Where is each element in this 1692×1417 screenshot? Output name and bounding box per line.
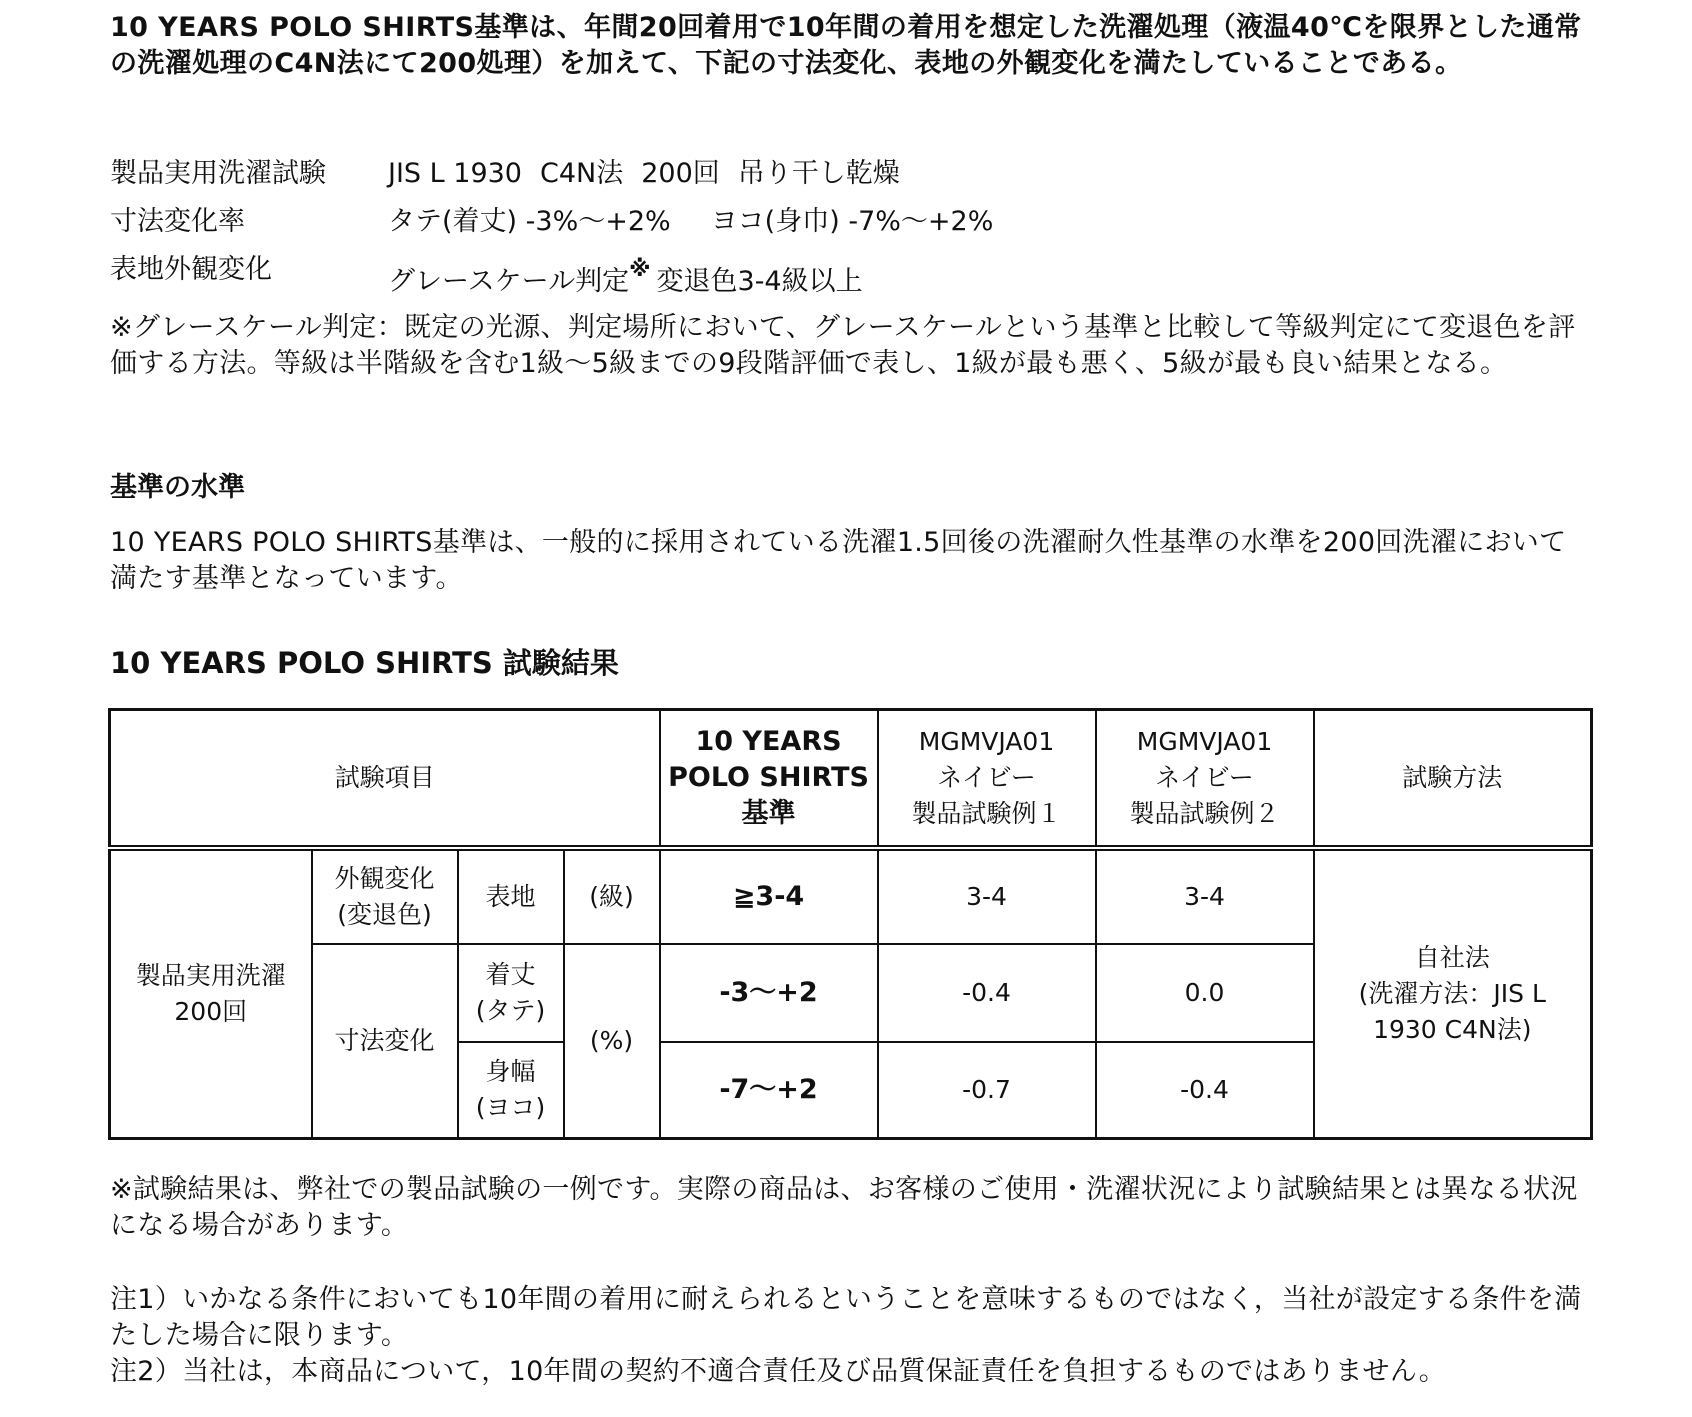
header-test-item: 試験項目 xyxy=(110,710,660,849)
cell-length-standard: -3～+2 xyxy=(660,944,878,1042)
header-test-method: 試験方法 xyxy=(1314,710,1592,849)
length-line1: 着丈 xyxy=(485,960,536,989)
spec-value-wash xyxy=(388,156,900,192)
header-ex1-line1: MGMVJA01 xyxy=(918,727,1055,756)
cell-width xyxy=(458,1042,564,1138)
cell-percent-unit: (%) xyxy=(564,944,660,1138)
cell-grade-unit: (級) xyxy=(564,848,660,944)
results-table xyxy=(108,708,1593,1140)
cell-length xyxy=(458,944,564,1042)
spec-label-appearance: 表地外観変化 xyxy=(110,254,272,285)
footnote-mark: ※ xyxy=(629,257,651,282)
cell-width-ex1: -0.7 xyxy=(878,1042,1096,1138)
width-line2: (ヨコ) xyxy=(475,1092,546,1122)
cell-length-ex2: 0.0 xyxy=(1096,944,1314,1042)
header-example-2 xyxy=(1096,710,1314,849)
spec-label-wash: 製品実用洗濯試験 xyxy=(110,158,326,189)
header-standard-line2: POLO SHIRTS xyxy=(668,762,869,793)
cell-method xyxy=(1314,848,1592,1138)
header-ex1-line3: 製品試験例１ xyxy=(911,799,1062,828)
note-2: 注2）当社は，本商品について，10年間の契約不適合責任及び品質保証責任を負担するものではありません。 xyxy=(110,1356,1447,1387)
header-example-1 xyxy=(878,710,1096,849)
cell-grade-ex2: 3-4 xyxy=(1096,848,1314,944)
cell-length-ex1: -0.4 xyxy=(878,944,1096,1042)
header-standard-line3: 基準 xyxy=(741,798,796,829)
wash-method: JIS L 1930 xyxy=(388,158,522,189)
cell-dimension: 寸法変化 xyxy=(312,944,458,1138)
cell-width-ex2: -0.4 xyxy=(1096,1042,1314,1138)
header-ex1-line2: ネイビー xyxy=(937,763,1036,792)
spec-label-dimension: 寸法変化率 xyxy=(110,206,245,237)
cell-grade-ex1: 3-4 xyxy=(878,848,1096,944)
length-line2: (タテ) xyxy=(475,996,546,1025)
method-line2: (洗濯方法：JIS L xyxy=(1358,978,1546,1008)
cell-category xyxy=(110,848,312,1138)
appearance-judge: グレースケール判定 xyxy=(388,266,630,297)
table-header-row xyxy=(110,710,1592,849)
wash-count: 200回 xyxy=(641,158,720,189)
method-line1: 自社法 xyxy=(1414,942,1490,972)
wash-c4n: C4N法 xyxy=(540,158,624,189)
category-line2: 200回 xyxy=(174,996,248,1026)
cell-width-standard: -7～+2 xyxy=(660,1042,878,1138)
cell-surface: 表地 xyxy=(458,848,564,944)
wash-dry: 吊り干し乾燥 xyxy=(737,158,900,189)
width-line1: 身幅 xyxy=(485,1056,536,1086)
standard-level-text: 10 YEARS POLO SHIRTS基準は、一般的に採用されている洗濯1.5回後の洗濯耐久性基準の水準を200回洗濯において満たす基準となっています。 xyxy=(110,527,1567,594)
spec-value-appearance xyxy=(388,252,863,300)
dim-vertical: タテ(着丈) -3%～+2% xyxy=(388,206,671,237)
appearance-grade: 変退色3-4級以上 xyxy=(656,266,863,297)
header-ex2-line2: ネイビー xyxy=(1155,763,1254,792)
table-row-appearance xyxy=(110,848,1592,944)
category-line1: 製品実用洗濯 xyxy=(135,960,286,990)
header-ex2-line1: MGMVJA01 xyxy=(1136,727,1273,756)
results-note: ※試験結果は、弊社での製品試験の一例です。実際の商品は、お客様のご使用・洗濯状況により試験結果とは異なる状況になる場合があります。 xyxy=(110,1174,1578,1241)
note-1: 注1）いかなる条件においても10年間の着用に耐えられるということを意味するものではなく，当社が設定する条件を満たした場合に限ります。 xyxy=(110,1284,1582,1351)
standard-level-heading: 基準の水準 xyxy=(110,472,245,503)
header-standard xyxy=(660,710,878,849)
header-ex2-line3: 製品試験例２ xyxy=(1129,799,1280,828)
grayscale-note: ※グレースケール判定：既定の光源、判定場所において、グレースケールという基準と比較して等級判定にて変退色を評価する方法。等級は半階級を含む1級～5級までの9段階評価で表し、1級が最も悪く、5級が最も良い結果となる。 xyxy=(110,312,1576,379)
method-line3: 1930 C4N法) xyxy=(1373,1014,1532,1044)
dim-horizontal: ヨコ(身巾) -7%～+2% xyxy=(710,206,994,237)
appearance-line1: 外観変化 xyxy=(334,864,435,893)
spec-value-dimension xyxy=(388,204,993,240)
results-heading: 10 YEARS POLO SHIRTS 試験結果 xyxy=(110,646,619,680)
cell-grade-standard: ≧3-4 xyxy=(660,848,878,944)
appearance-line2: (変退色) xyxy=(337,900,432,929)
cell-appearance xyxy=(312,848,458,944)
intro-paragraph: 10 YEARS POLO SHIRTS基準は、年間20回着用で10年間の着用を想定した洗濯処理（液温40℃を限界とした通常の洗濯処理のC4N法にて200処理）を加えて、下記の寸法変化、表地の外観変化を満たしていることである。 xyxy=(110,12,1582,79)
header-standard-line1: 10 YEARS xyxy=(695,726,842,757)
